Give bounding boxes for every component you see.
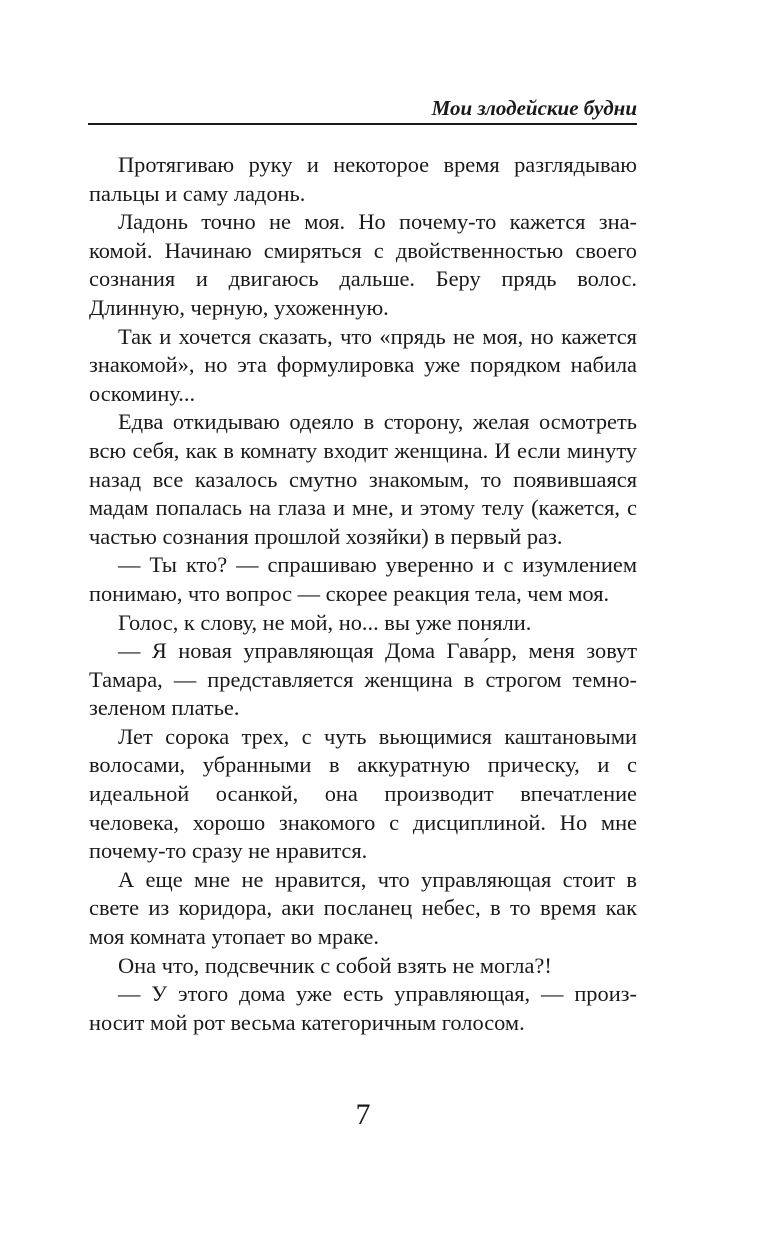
paragraph: Протягиваю руку и некоторое время разглядываю пальцы и саму ладонь.: [89, 152, 637, 206]
paragraph: — У этого дома уже есть управляющая, — произносит мой рот весьма категоричным голосом.: [89, 981, 637, 1035]
paragraph: Голос, к слову, не мой, но... вы уже поняли.: [118, 609, 532, 635]
paragraph: — Ты кто? — спрашиваю уверенно и с изумлением понимаю, что вопрос — скорее реакция тела, чем моя.: [89, 552, 637, 606]
page-number: [0, 1095, 768, 1135]
running-head: [88, 93, 637, 125]
page-number-value: 7: [355, 1098, 371, 1131]
body-text: [89, 151, 637, 1037]
running-title: Мои злодейские будни: [431, 96, 637, 120]
paragraph: Лет сорока трех, с чуть вьющимися каштановыми волосами, убранными в аккуратную прическу, и с идеальной осанкой, она производит впечатление человека, хорошо знакомого с дисциплиной. Но мне почему-то сразу не нравится.: [89, 723, 637, 864]
paragraph: А еще мне не нравится, что управляющая стоит в свете из коридора, аки посланец небес, в то время как моя комната утопает во мраке.: [89, 866, 637, 950]
paragraph: Едва откидываю одеяло в сторону, желая осмотреть всю себя, как в комнату входит женщина. И если минуту назад все казалось смутно знакомым, то появившаяся мадам попалась на глаза и мне, и этому телу (кажется, с частью сознания прошлой хозяйки) в первый раз.: [89, 409, 637, 549]
paragraph: Ладонь точно не моя. Но почему-то кажется знакомой. Начинаю смиряться с двойственностью своего сознания и двигаюсь дальше. Беру прядь волос. Длинную, черную, ухоженную.: [89, 209, 637, 320]
paragraph: Она что, подсвечник с собой взять не могла?!: [118, 952, 552, 978]
paragraph: Так и хочется сказать, что «прядь не моя, но кажется знакомой», но эта формулировка уже порядком набила оскомину...: [89, 323, 637, 406]
paragraph: — Я новая управляющая Дома Гава́рр, меня зовут Тамара, — представляется женщина в строгом темно-зеленом платье.: [89, 638, 637, 721]
